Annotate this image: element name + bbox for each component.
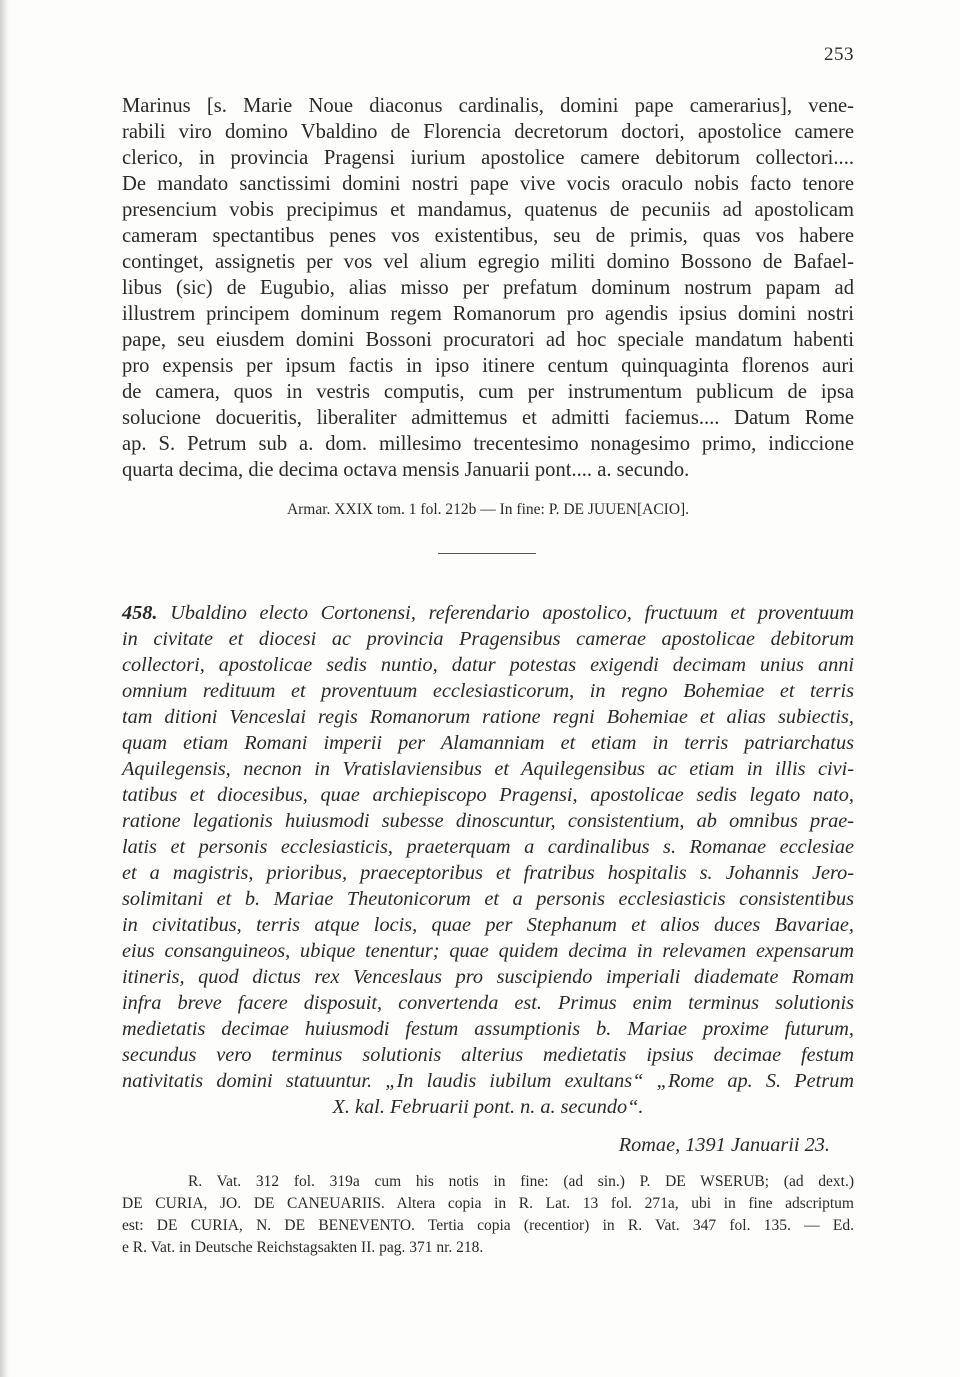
entry-first-line: Ubaldino electo Cortonensi, referendario apostolico, fructuum et proventuum — [170, 602, 854, 624]
letter-line: quarta decima, die decima octava mensis Januarii pont.... a. secundo. — [122, 459, 690, 481]
letter-line: clerico, in provincia Pragensi iurium apostolice camere debitorum collectori.... — [122, 147, 854, 169]
document-page — [122, 0, 854, 1377]
source-line: R. Vat. 312 fol. 319a cum his notis in fine: (ad sin.) P. DE WSERUB; (ad dext.) — [188, 1173, 854, 1190]
entry-line: secundus vero terminus solutionis alterius medietatis ipsius decimae festum — [122, 1044, 854, 1066]
letter-line: De mandato sanctissimi domini nostri pape vive vocis oraculo nobis facto tenore — [122, 173, 854, 195]
entry-line: infra breve facere disposuit, convertenda est. Primus enim terminus solutionis — [122, 992, 854, 1014]
entry-line: X. kal. Februarii pont. n. a. secundo“. — [332, 1096, 644, 1118]
entry-line: Aquilegensis, necnon in Vratislaviensibus et Aquilegensibus ac etiam in illis civi- — [122, 758, 854, 780]
entry-line: tatibus et diocesibus, quae archiepiscopo Pragensi, apostolicae sedis legato nato, — [122, 784, 854, 806]
entry-number: 458. — [122, 602, 158, 624]
entry-line: itineris, quod dictus rex Venceslaus pro suscipiendo imperiali diademate Romam — [122, 966, 854, 988]
entry-line: omnium redituum et proventuum ecclesiasticorum, in regno Bohemiae et terris — [122, 680, 854, 702]
letter-line: pro expensis per ipsum factis in ipso itinere centum quinquaginta florenos auri — [122, 355, 854, 377]
letter-line: presencium vobis precipimus et mandamus, quatenus de pecuniis ad apostolicam — [122, 199, 854, 221]
entry-line: medietatis decimae huiusmodi festum assumptionis b. Mariae proxime futurum, — [122, 1018, 854, 1040]
section-divider — [438, 553, 536, 554]
entry-line: nativitatis domini statuuntur. „In laudis iubilum exultans“ „Rome ap. S. Petrum — [122, 1070, 854, 1092]
source-line: DE CURIA, JO. DE CANEUARIIS. Altera copia in R. Lat. 13 fol. 271a, ubi in fine adscriptum — [122, 1195, 854, 1212]
entry-line: solimitani et b. Mariae Theutonicorum et a personis ecclesiasticis consistentibus — [122, 888, 854, 910]
entry-heading-line — [122, 601, 854, 626]
letter-line: ap. S. Petrum sub a. dom. millesimo trecentesimo nonagesimo primo, indiccione — [122, 433, 854, 455]
letter-line: rabili viro domino Vbaldino de Florencia decretorum doctori, apostolice camere — [122, 121, 854, 143]
page-number: 253 — [824, 44, 854, 65]
letter-line: illustrem principem dominum regem Romanorum pro agendis ipsius domini nostri — [122, 303, 854, 325]
entry-line: in civitatibus, terris atque locis, quae per Stephanum et alios duces Bavariae, — [122, 914, 854, 936]
letter-line: cameram spectantibus penes vos existentibus, seu de primis, quas vos habere — [122, 225, 854, 247]
source-line: est: DE CURIA, N. DE BENEVENTO. Tertia copia (recentior) in R. Vat. 347 fol. 135. — Ed. — [122, 1217, 854, 1234]
letter-line: libus (sic) de Eugubio, alias misso per prefatum dominum nostrum papam ad — [122, 277, 854, 299]
entry-line: quam etiam Romani imperii per Alamanniam et etiam in terris patriarchatus — [122, 732, 854, 754]
letter-line: Marinus [s. Marie Noue diaconus cardinalis, domini pape camerarius], vene- — [122, 95, 854, 117]
entry-line: tam ditioni Venceslai regis Romanorum ratione regni Bohemiae et alias subiectis, — [122, 706, 854, 728]
letter-line: pape, seu eiusdem domini Bossoni procuratori ad hoc speciale mandatum habenti — [122, 329, 854, 351]
page-binding-edge — [0, 0, 9, 1377]
entry-line: latis et personis ecclesiasticis, praeterquam a cardinalibus s. Romanae ecclesiae — [122, 836, 854, 858]
entry-line: et a magistris, prioribus, praeceptoribus et fratribus hospitalis s. Johannis Jero- — [122, 862, 854, 884]
letter-line: continget, assignetis per vos vel alium egregio militi domino Bossono de Bafael- — [122, 251, 854, 273]
entry-line: in civitate et diocesi ac provincia Pragensibus camerae apostolicae debitorum — [122, 628, 854, 650]
letter-line: solucione docueritis, liberaliter admittemus et admitti faciemus.... Datum Rome — [122, 407, 854, 429]
entry-line: collectori, apostolicae sedis nuntio, datur potestas exigendi decimam unius anni — [122, 654, 854, 676]
source-line: e R. Vat. in Deutsche Reichstagsakten II. pag. 371 nr. 218. — [122, 1239, 484, 1256]
archive-reference: Armar. XXIX tom. 1 fol. 212b — In fine: P. DE JUUEN[ACIO]. — [286, 501, 690, 518]
entry-line: ratione legationis huiusmodi subesse dinoscuntur, consistentium, ab omnibus prae- — [122, 810, 854, 832]
entry-line: eius consanguineos, ubique tenentur; quae quidem decima in relevamen expensarum — [122, 940, 854, 962]
entry-date-line: Romae, 1391 Januarii 23. — [618, 1134, 830, 1156]
letter-line: de camera, quos in vestris computis, cum per instrumentum publicum de ipsa — [122, 381, 854, 403]
